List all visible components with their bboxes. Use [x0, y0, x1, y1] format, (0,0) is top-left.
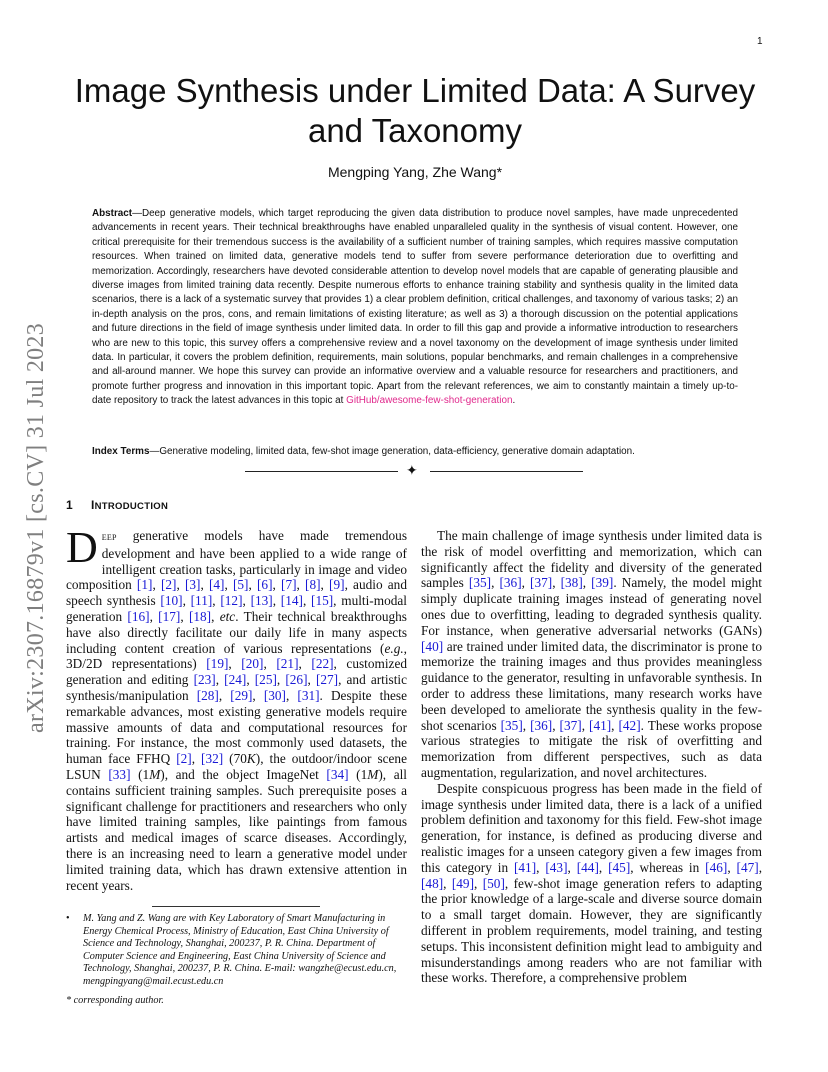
italic-text: e.g. — [384, 640, 404, 656]
citation-link[interactable]: [23] — [193, 672, 216, 688]
citation-link[interactable]: [17] — [158, 608, 181, 624]
citation-link[interactable]: [31] — [297, 687, 320, 703]
section-number: 1 — [66, 498, 73, 512]
citation-link[interactable]: [34] — [326, 766, 349, 782]
citation-link[interactable]: [35] — [500, 717, 523, 733]
citation-link[interactable]: [7] — [281, 577, 297, 593]
paper-title: Image Synthesis under Limited Data: A Survey and Taxonomy — [74, 72, 756, 149]
citation-link[interactable]: [6] — [257, 577, 273, 593]
citation-link[interactable]: [4] — [208, 577, 225, 593]
index-terms — [92, 445, 738, 459]
citation-link[interactable]: [25] — [254, 672, 277, 688]
italic-text: M — [367, 766, 379, 782]
citation-link[interactable]: [50] — [482, 875, 505, 891]
citation-link[interactable]: [20] — [241, 656, 264, 672]
citation-link[interactable]: [37] — [559, 717, 582, 733]
intro-paragraph — [66, 523, 408, 893]
citation-link[interactable]: [42] — [618, 717, 641, 733]
citation-link[interactable]: [29] — [230, 687, 253, 703]
citation-link[interactable]: [11] — [190, 593, 213, 609]
section-heading — [66, 498, 168, 512]
citation-link[interactable]: [46] — [705, 859, 728, 875]
citation-link[interactable]: [22] — [311, 656, 334, 672]
citation-link[interactable]: [39] — [591, 575, 614, 591]
affiliation-footnote — [66, 913, 407, 988]
citation-link[interactable]: [37] — [530, 575, 553, 591]
footnote-rule — [152, 906, 320, 907]
citation-link[interactable]: [1] — [136, 577, 153, 593]
citation-link[interactable]: [15] — [311, 593, 334, 609]
challenge-paragraph: The main challenge of image synthesis under limited data is the risk of model overfitting and memorization, which can significantly affect the fidelity and diversity of the generated samples [35], [36], [37], [38], [39]. Namely, the model might simply duplicate training images instead of generating novel ones due to overfitting, leading to degraded synthesis quality. For instance, when generative adversarial networks (GANs) [40] are trained under limited data, the discriminator is prone to memorize the training images and thus provides meaningless guidance to the generator, resulting in unfavorable synthesis. In order to address these limitations, many research works have been developed to ameliorate the synthesis quality in the few-shot scenarios [35], [36], [37], [41], [42]. These works propose various strategies to mitigate the risk of overfitting and memorization from different perspectives, such as data augmentation, regularization, and novel architectures. — [421, 528, 763, 780]
index-terms-label: Index Terms — [92, 446, 150, 457]
intro-paragraph-body: generative models have made tremendous development and have been applied to a wide range of intelligent creation tasks, particularly in image and video composition [1], [2], [3], [4], [5], [6], [7], [8], [9], audio and speech synthesis [10], [11], [12], [13], [14], [15], multi-modal generation [16], [17], [18], etc. Their technical breakthroughs have also directly facilitate our daily life in many aspects including content creation of various representations (e.g., 3D/2D representations) [19], [20], [21], [22], customized generation and editing [23], [24], [25], [26], [27], and artistic synthesis/manipulation [28], [29], [30], [31]. Despite these remarkable advances, most existing generative models require massive amounts of data and computational resources for training. For instance, the most commonly used datasets, the human face FFHQ [2], [32] (70K), the outdoor/indoor scene LSUN [33] (1M), and the object ImageNet [34] (1M), all contains sufficient training samples. Such prerequisite poses a significant challenge for practitioners and researchers who only have limited training samples, like paintings from famous artists and medical images of scarce diseases. Accordingly, there is an increasing need to learn a generative model under limited training data, which has drawn extensive attention in recent years. — [66, 528, 408, 893]
citation-link[interactable]: [3] — [184, 577, 201, 593]
abstract-end: . — [512, 395, 516, 407]
separator-rule-right — [430, 471, 583, 472]
italic-text: M — [149, 766, 161, 782]
citation-link[interactable]: [49] — [451, 875, 475, 891]
drop-cap: D — [66, 523, 98, 572]
abstract-text: —Deep generative models, which target reproducing the given data distribution to produce novel samples, have made unprecedented advancements in recent years. Their technical breakthroughs have enabled unparalleled quality in the synthesis of visual content. However, one critical prerequisite for their tremendous success is the availability of a sufficient number of training samples, which requires massive computation resources. When trained on limited data, generative models tend to suffer from severe performance deterioration due to overfitting and memorization. Accordingly, researchers have devoted considerable attention to develop novel models that are capable of generating plausible and diverse images from limited training data recently. Despite numerous efforts to enhance training stability and synthesis quality in the limited data scenarios, there is a lack of a systematic survey that provides 1) a clear problem definition, critical challenges, and taxonomy of various tasks; 2) an in-depth analysis on the pros, cons, and remain limitations of existing literature; as well as 3) a thorough discussion on the potential applications and future directions in the field of image synthesis under limited data. In order to fill this gap and provide a informative introduction to researchers who are new to this topic, this survey offers a comprehensive review and a novel taxonomy on the development of image synthesis under limited data. In particular, it covers the problem definition, requirements, main solutions, popular benchmarks, and remain challenges in a comprehensive and all-around manner. We hope this survey can provide an informative overview and a valuable resource for researchers and practitioners, and promote further progress and innovation in this important topic. Apart from the relevant references, we aim to constantly maintain a timely up-to-date repository to track the latest advances in this topic at — [92, 208, 738, 407]
citation-link[interactable]: [2] — [160, 577, 177, 593]
citation-link[interactable]: [26] — [285, 672, 308, 688]
citation-link[interactable]: [9] — [329, 577, 345, 593]
repository-link[interactable]: GitHub/awesome-few-shot-generation — [346, 395, 513, 407]
footnote-text: M. Yang and Z. Wang are with Key Laboratory of Smart Manufacturing in Energy Chemical Process, Ministry of Education, East China University of Science and Technology, Shanghai, 200237, P. R. China. Department of Computer Science and Engineering, East China University of Science and Technology, Shanghai, 200237, P. R. China. E-mail: wangzhe@ecust.edu.cn, mengpingyang@mail.ecust.edu.cn — [83, 913, 397, 987]
citation-link[interactable]: [48] — [421, 875, 444, 891]
citation-link[interactable]: [19] — [206, 656, 229, 672]
italic-text: K — [246, 751, 256, 767]
citation-link[interactable]: [13] — [250, 593, 273, 609]
footnote-bullet: • — [66, 913, 70, 924]
separator-rule-left — [245, 471, 398, 472]
citation-link[interactable]: [32] — [201, 751, 224, 767]
citation-link[interactable]: [41] — [589, 717, 612, 733]
citation-link[interactable]: [5] — [232, 577, 249, 593]
arxiv-identifier-stamp: arXiv:2307.16879v1 [cs.CV] 31 Jul 2023 — [23, 322, 49, 733]
citation-link[interactable]: [27] — [315, 672, 339, 688]
citation-link[interactable]: [16] — [127, 608, 150, 624]
corresponding-author-note: * corresponding author. — [66, 995, 164, 1006]
separator-diamond-icon: ✦ — [406, 463, 418, 479]
section-title-rest: NTRODUCTION — [94, 501, 169, 512]
citation-link[interactable]: [36] — [499, 575, 522, 591]
italic-text: etc — [219, 608, 236, 624]
right-column — [421, 528, 762, 986]
citation-link[interactable]: [45] — [608, 859, 631, 875]
citation-link[interactable]: [21] — [276, 656, 299, 672]
citation-link[interactable]: [30] — [263, 687, 286, 703]
abstract-label: Abstract — [92, 208, 133, 219]
section-title-initial: I — [90, 498, 95, 512]
section-title — [91, 498, 168, 512]
citation-link[interactable]: [38] — [560, 575, 583, 591]
citation-link[interactable]: [40] — [421, 638, 444, 654]
abstract — [92, 207, 738, 409]
citation-link[interactable]: [36] — [530, 717, 553, 733]
taxonomy-paragraph: Despite conspicuous progress has been made in the field of image synthesis under limited data, there is a lack of a unified problem definition and taxonomy for this field. Few-shot image generation, for instance, is defined as producing diverse and realistic images for a unseen category given a few images from this category in [41], [43], [44], [45], whereas in [46], [47], [48], [49], [50], few-shot image generation refers to adapting the prior knowledge of a large-scale and diverse source domain to a small target domain. However, they are significantly different in problem requirements, model training, and testing setups. This inconsistent definition might lead to ambiguity and misunderstandings among readers who are not familiar with these works. Therefore, a comprehensive problem — [421, 780, 763, 986]
citation-link[interactable]: [44] — [576, 859, 599, 875]
citation-link[interactable]: [33] — [108, 766, 131, 782]
citation-link[interactable]: [8] — [305, 577, 321, 593]
citation-link[interactable]: [2] — [176, 751, 192, 767]
drop-cap-smallcaps: eep — [101, 531, 117, 543]
citation-link[interactable]: [14] — [280, 593, 303, 609]
citation-link[interactable]: [41] — [513, 859, 537, 875]
left-column — [66, 523, 408, 893]
page-number: 1 — [757, 36, 763, 47]
citation-link[interactable]: [43] — [545, 859, 568, 875]
citation-link[interactable]: [18] — [188, 608, 212, 624]
citation-link[interactable]: [24] — [224, 672, 247, 688]
citation-link[interactable]: [12] — [220, 593, 243, 609]
citation-link[interactable]: [10] — [160, 593, 183, 609]
citation-link[interactable]: [47] — [736, 859, 759, 875]
index-terms-text: —Generative modeling, limited data, few-shot image generation, data-efficiency, generative domain adaptation. — [149, 446, 635, 457]
author-list: Mengping Yang, Zhe Wang* — [327, 164, 503, 180]
citation-link[interactable]: [35] — [468, 575, 492, 591]
citation-link[interactable]: [28] — [196, 687, 219, 703]
